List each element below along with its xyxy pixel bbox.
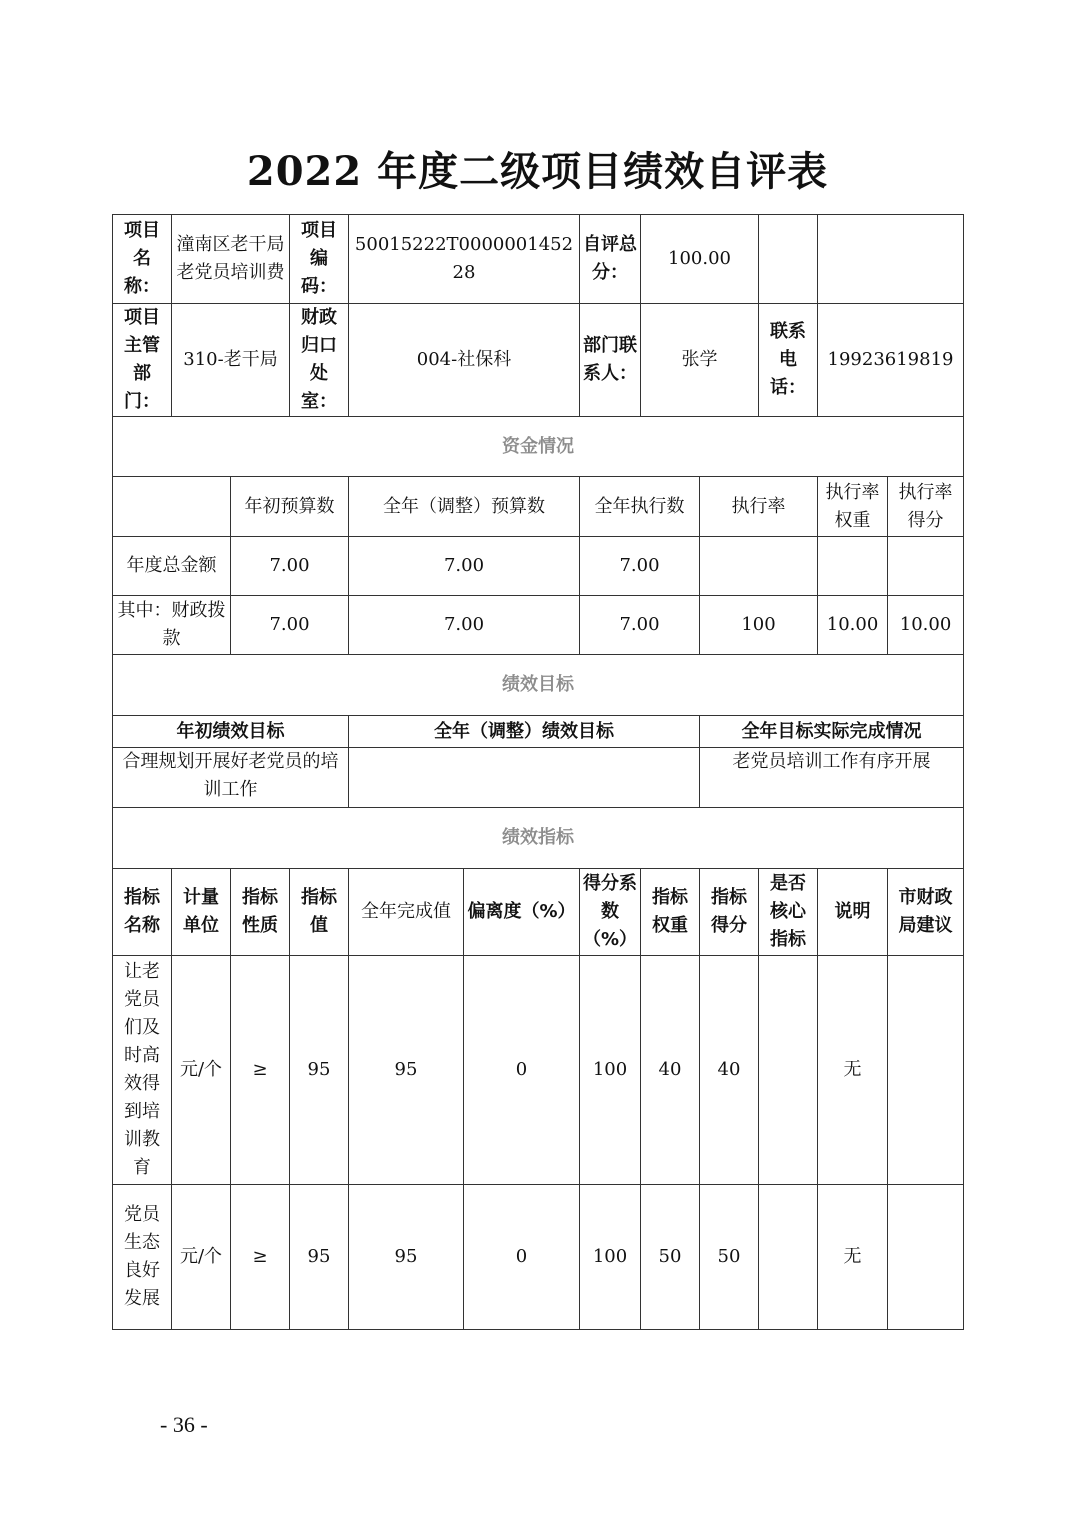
- funds-row-fiscal: [113, 596, 964, 655]
- funds-section-title: 资金情况: [113, 417, 964, 477]
- funds-executed-value: 7.00: [580, 596, 700, 655]
- ind-name: 党员生态良好发展: [113, 1185, 172, 1330]
- ind-value: 95: [290, 1185, 349, 1330]
- ind-weight: 50: [641, 1185, 700, 1330]
- goals-value-row: [113, 748, 964, 808]
- goals-header-initial: 年初绩效目标: [113, 716, 349, 748]
- funds-rate-value: 100: [700, 596, 818, 655]
- funds-adjusted-value: 7.00: [349, 596, 580, 655]
- ind-core: [759, 1185, 818, 1330]
- funds-initial-value: 7.00: [231, 537, 349, 596]
- ind-header-score: 指标得分: [700, 869, 759, 956]
- self-evaluation-table: [112, 214, 964, 1330]
- ind-unit: 元/个: [172, 956, 231, 1185]
- ind-score: 50: [700, 1185, 759, 1330]
- project-name-label: 项目名称：: [113, 215, 172, 304]
- ind-header-core: 是否核心指标: [759, 869, 818, 956]
- empty-cell: [818, 215, 964, 304]
- project-info-row-2: [113, 304, 964, 417]
- funds-row-total: [113, 537, 964, 596]
- phone-label: 联系电话：: [759, 304, 818, 417]
- funds-score-value: 10.00: [888, 596, 964, 655]
- ind-header-coef: 得分系数（%）: [580, 869, 641, 956]
- ind-header-weight: 指标权重: [641, 869, 700, 956]
- ind-nature: ≥: [231, 956, 290, 1185]
- ind-suggest: [888, 1185, 964, 1330]
- self-score-value: 100.00: [641, 215, 759, 304]
- funds-header-adjusted: 全年（调整）预算数: [349, 477, 580, 537]
- project-code-value: 500152​22T000000145228: [349, 215, 580, 304]
- funds-weight-value: 10.00: [818, 596, 888, 655]
- funds-header-weight: 执行率权重: [818, 477, 888, 537]
- dept-label: 项目主管部门：: [113, 304, 172, 417]
- funds-executed-value: 7.00: [580, 537, 700, 596]
- page-number: - 36 -: [160, 1412, 208, 1437]
- ind-deviation: 0: [464, 1185, 580, 1330]
- contact-label: 部门联系人：: [580, 304, 641, 417]
- funds-score-value: [888, 537, 964, 596]
- funds-header-row: [113, 477, 964, 537]
- goals-actual-value: 老党员培训工作有序开展: [700, 748, 964, 808]
- ind-completed: 95: [349, 956, 464, 1185]
- ind-completed: 95: [349, 1185, 464, 1330]
- funds-adjusted-value: 7.00: [349, 537, 580, 596]
- funds-header-rate: 执行率: [700, 477, 818, 537]
- ind-header-nature: 指标性质: [231, 869, 290, 956]
- indicator-row: [113, 1185, 964, 1330]
- ind-coef: 100: [580, 956, 641, 1185]
- funds-rate-value: [700, 537, 818, 596]
- indicators-header-row: [113, 869, 964, 956]
- goals-header-actual: 全年目标实际完成情况: [700, 716, 964, 748]
- funds-header-score: 执行率得分: [888, 477, 964, 537]
- page-title: 2022 年度二级项目绩效自评表: [246, 148, 829, 195]
- ind-header-name: 指标名称: [113, 869, 172, 956]
- ind-weight: 40: [641, 956, 700, 1185]
- ind-value: 95: [290, 956, 349, 1185]
- ind-core: [759, 956, 818, 1185]
- ind-coef: 100: [580, 1185, 641, 1330]
- funds-header-initial: 年初预算数: [231, 477, 349, 537]
- ind-header-completed: 全年完成值: [349, 869, 464, 956]
- ind-note: 无: [818, 1185, 888, 1330]
- goals-initial-value: 合理规划开展好老党员的培训工作: [113, 748, 349, 808]
- goals-adjusted-value: [349, 748, 700, 808]
- funds-header-executed: 全年执行数: [580, 477, 700, 537]
- project-info-row-1: [113, 215, 964, 304]
- ind-nature: ≥: [231, 1185, 290, 1330]
- ind-suggest: [888, 956, 964, 1185]
- ind-header-deviation: 偏离度（%）: [464, 869, 580, 956]
- empty-cell: [113, 477, 231, 537]
- empty-cell: [759, 215, 818, 304]
- ind-name: 让老党员们及时高效得到培训教育: [113, 956, 172, 1185]
- dept-value: 310-老干局: [172, 304, 290, 417]
- self-score-label: 自评总分：: [580, 215, 641, 304]
- contact-value: 张学: [641, 304, 759, 417]
- funds-row-label: 其中：财政拨款: [113, 596, 231, 655]
- indicator-row: [113, 956, 964, 1185]
- ind-header-value: 指标值: [290, 869, 349, 956]
- indicators-section-title: 绩效指标: [113, 808, 964, 869]
- goals-section-title: 绩效目标: [113, 655, 964, 716]
- office-label: 财政归口处室：: [290, 304, 349, 417]
- project-name-value: 潼南区老干局老党员培训费: [172, 215, 290, 304]
- office-value: 004-社保科: [349, 304, 580, 417]
- funds-weight-value: [818, 537, 888, 596]
- ind-deviation: 0: [464, 956, 580, 1185]
- ind-unit: 元/个: [172, 1185, 231, 1330]
- ind-header-unit: 计量单位: [172, 869, 231, 956]
- ind-header-suggest: 市财政局建议: [888, 869, 964, 956]
- ind-header-note: 说明: [818, 869, 888, 956]
- funds-row-label: 年度总金额: [113, 537, 231, 596]
- goals-header-adjusted: 全年（调整）绩效目标: [349, 716, 700, 748]
- project-code-label: 项目编码：: [290, 215, 349, 304]
- ind-note: 无: [818, 956, 888, 1185]
- goals-header-row: [113, 716, 964, 748]
- phone-value: 19923619819: [818, 304, 964, 417]
- ind-score: 40: [700, 956, 759, 1185]
- funds-initial-value: 7.00: [231, 596, 349, 655]
